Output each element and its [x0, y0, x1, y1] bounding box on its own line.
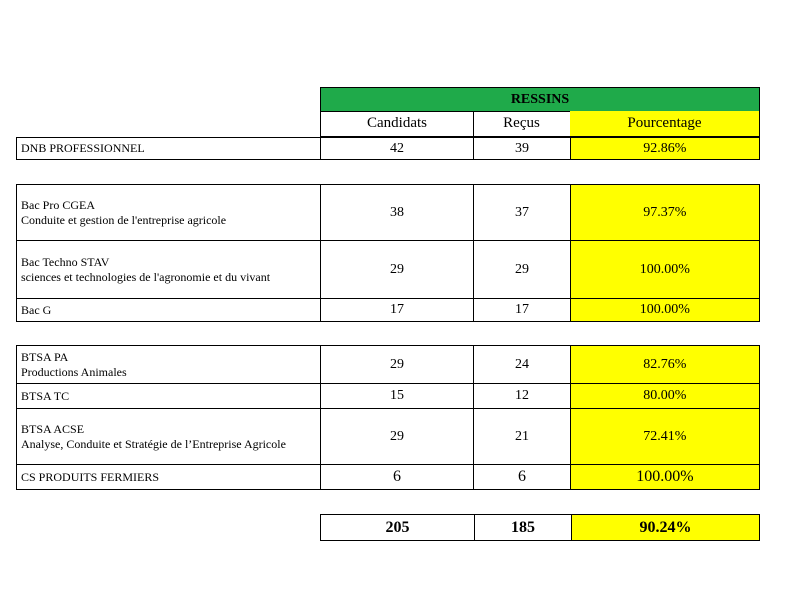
- row-label: BTSA ACSE: [21, 421, 85, 436]
- recus-value: 12: [473, 384, 570, 408]
- table-row-dnb: [16, 137, 760, 160]
- table-row-bac-g: [16, 298, 760, 322]
- table-row-btsa-pa: [16, 345, 760, 383]
- total-candidats: 205: [385, 518, 410, 536]
- totals-row: [320, 514, 760, 541]
- candidats-value: 15: [320, 384, 473, 408]
- candidats-value: 42: [320, 138, 473, 159]
- recus-value: 24: [473, 346, 570, 383]
- total-recus: 185: [474, 515, 571, 540]
- recus-value: 29: [473, 241, 570, 298]
- recus-value: 6: [473, 465, 570, 489]
- row-label: BTSA TC: [21, 388, 70, 403]
- row-sublabel: Productions Animales: [21, 364, 127, 379]
- row-sublabel: sciences et technologies de l'agronomie et du vivant: [21, 269, 271, 284]
- table-row-cs-produits-fermiers: [16, 464, 760, 490]
- table-title: RESSINS: [320, 87, 760, 112]
- candidats-value: 29: [320, 409, 473, 464]
- recus-value: 21: [473, 409, 570, 464]
- column-header-candidats: Candidats: [320, 111, 474, 137]
- table-row-bac-techno-stav: [16, 240, 760, 298]
- candidats-value: 29: [320, 241, 473, 298]
- column-header-pourcentage: Pourcentage: [570, 111, 760, 137]
- pourcentage-value: 82.76%: [570, 346, 759, 383]
- recus-value: 39: [473, 138, 570, 159]
- recus-value: 37: [473, 185, 570, 240]
- row-label: Bac Pro CGEA: [21, 197, 95, 212]
- candidats-value: 6: [320, 465, 473, 489]
- row-label: BTSA PA: [21, 349, 69, 364]
- row-label: CS PRODUITS FERMIERS: [21, 469, 160, 484]
- table-row-btsa-acse: [16, 408, 760, 464]
- table-row-bac-pro-cgea: [16, 184, 760, 240]
- row-sublabel: Analyse, Conduite et Stratégie de l’Entreprise Agricole: [21, 436, 286, 451]
- pourcentage-value: 100.00%: [570, 241, 759, 298]
- candidats-value: 29: [320, 346, 473, 383]
- row-label: Bac Techno STAV: [21, 254, 110, 269]
- recus-value: 17: [473, 299, 570, 321]
- row-sublabel: Conduite et gestion de l'entreprise agricole: [21, 212, 227, 227]
- row-label: DNB PROFESSIONNEL: [21, 141, 145, 155]
- pourcentage-value: 100.00%: [570, 299, 759, 321]
- candidats-value: 17: [320, 299, 473, 321]
- pourcentage-value: 100.00%: [570, 465, 759, 489]
- pourcentage-value: 80.00%: [570, 384, 759, 408]
- pourcentage-value: 72.41%: [570, 409, 759, 464]
- row-label: Bac G: [21, 302, 52, 317]
- table-row-btsa-tc: [16, 383, 760, 408]
- column-header-recus: Reçus: [473, 111, 571, 137]
- total-pourcentage: 90.24%: [571, 515, 759, 540]
- pourcentage-value: 97.37%: [570, 185, 759, 240]
- pourcentage-value: 92.86%: [570, 138, 759, 159]
- candidats-value: 38: [320, 185, 473, 240]
